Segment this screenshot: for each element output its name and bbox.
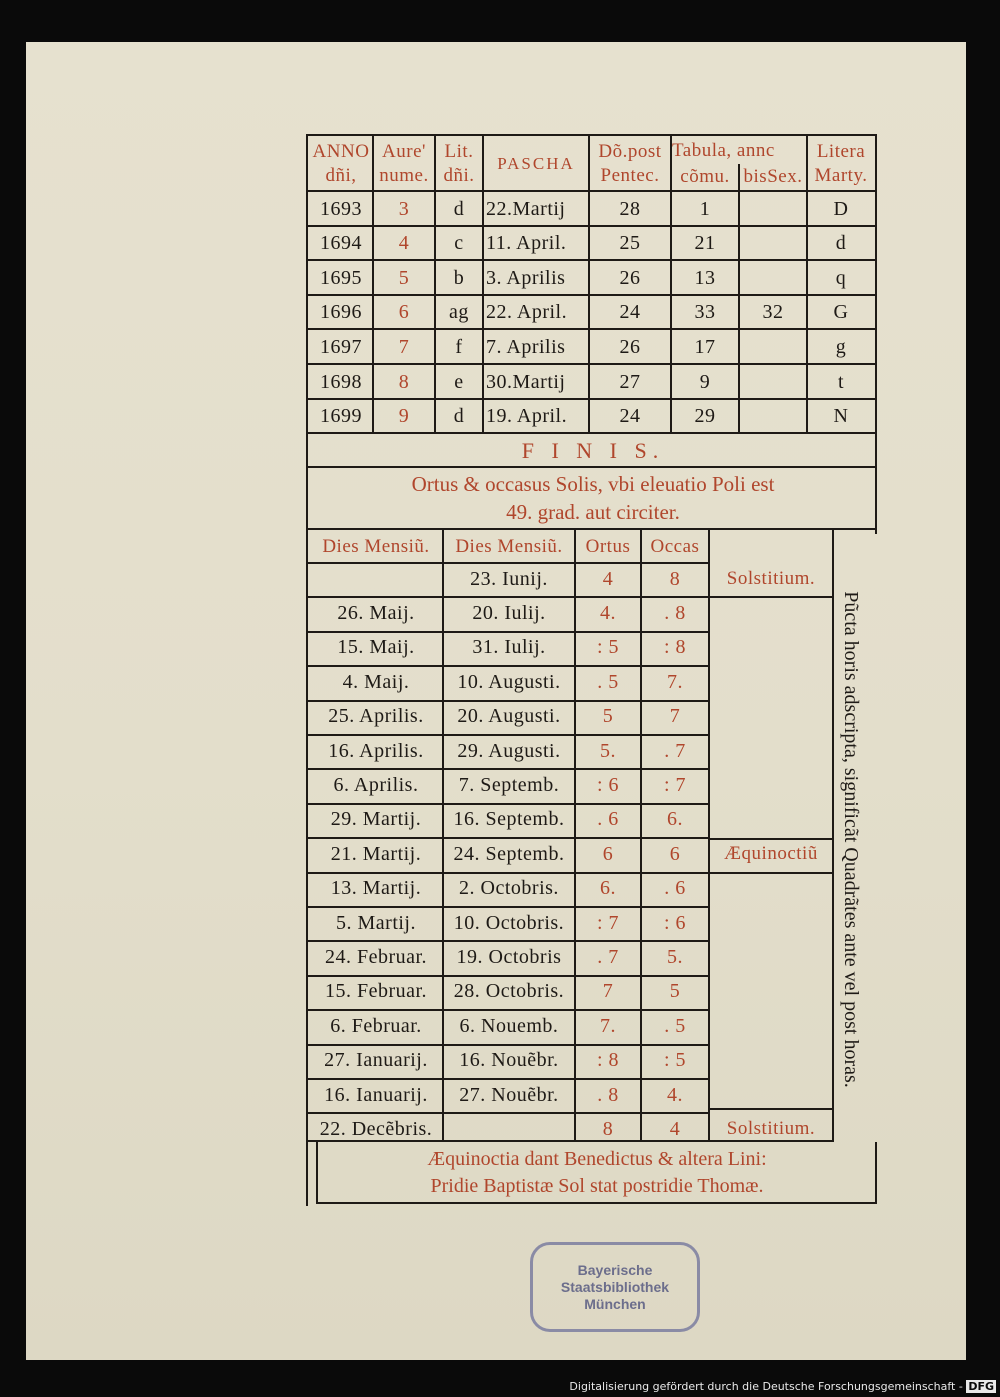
cell-martyrology-letter: G xyxy=(833,301,849,324)
cell-dominical-letter: c xyxy=(454,232,464,255)
cell-year: 1696 xyxy=(320,301,362,324)
header-anno: ANNO dñi, xyxy=(312,141,370,186)
header-pascha: PASCHA xyxy=(497,154,575,173)
cell-sunrise-hour: 4. xyxy=(600,601,616,624)
verse-line-2: Pridie Baptistæ Sol stat postridie Thomæ. xyxy=(430,1175,764,1197)
sun-row-rule xyxy=(306,1112,710,1114)
sun-col-divider xyxy=(574,530,576,1142)
cell-sunrise-hour: . 5 xyxy=(597,670,619,693)
verse-line-1: Æquinoctia dant Benedictus & altera Lini: xyxy=(427,1148,767,1170)
cell-sunset-hour: 4 xyxy=(669,1117,681,1140)
cell-year: 1698 xyxy=(320,370,362,393)
sun-row-rule xyxy=(306,940,710,942)
sun-heading xyxy=(310,470,876,528)
cell-year: 1693 xyxy=(320,197,362,220)
cell-sunrise-hour: 4 xyxy=(602,567,614,590)
header-aureus: Aure' nume. xyxy=(379,141,429,186)
sun-row-rule xyxy=(306,1009,710,1011)
cell-sunrise-hour: : 6 xyxy=(596,773,620,796)
cell-weeks-after-pentecost: 26 xyxy=(619,266,641,289)
dfg-logo: DFG xyxy=(968,1380,994,1393)
cell-common-table: 13 xyxy=(694,266,716,289)
cell-martyrology-letter: N xyxy=(833,405,849,428)
cell-year: 1699 xyxy=(320,405,362,428)
top-row-rule xyxy=(306,259,877,261)
cell-dominical-letter: f xyxy=(455,335,463,358)
cell-sunrise-hour: 8 xyxy=(602,1117,614,1140)
cell-easter-date: 22.Martij xyxy=(486,197,566,220)
cell-leap-table: 32 xyxy=(762,301,784,324)
season-rule xyxy=(710,596,834,598)
cell-easter-date: 3. Aprilis xyxy=(486,266,566,289)
sun-row-rule xyxy=(306,631,710,633)
cell-common-table: 1 xyxy=(699,197,711,220)
cell-sunset-hour: 6. xyxy=(667,808,683,831)
cell-date-before: 16. Ianuarij. xyxy=(324,1083,428,1106)
cell-date-before: 26. Maij. xyxy=(337,601,415,624)
cell-golden-number: 4 xyxy=(398,232,410,255)
cell-common-table: 17 xyxy=(694,335,716,358)
cell-martyrology-letter: g xyxy=(835,335,847,358)
cell-dominical-letter: d xyxy=(453,197,465,220)
top-col-divider xyxy=(372,134,374,434)
sun-row-rule xyxy=(306,906,710,908)
sun-bottom-rule xyxy=(306,1140,834,1142)
cell-sunset-hour: 5 xyxy=(669,980,681,1003)
cell-date-before: 27. Ianuarij. xyxy=(324,1049,428,1072)
cell-date-after: 31. Iulij. xyxy=(472,636,546,659)
cell-sunrise-hour: 5. xyxy=(600,739,616,762)
header-ortus: Ortus xyxy=(585,536,631,557)
season-rule xyxy=(710,1108,834,1110)
cell-golden-number: 6 xyxy=(398,301,410,324)
sun-row-rule xyxy=(306,975,710,977)
cell-easter-date: 19. April. xyxy=(486,405,568,428)
top-col-divider-bissex xyxy=(738,164,740,434)
cell-leap-table xyxy=(740,400,806,434)
header-litera-dni: Lit. dñi. xyxy=(443,141,475,186)
top-row-rule xyxy=(306,294,877,296)
cell-weeks-after-pentecost: 25 xyxy=(619,232,641,255)
sun-row-rule xyxy=(306,700,710,702)
cell-sunrise-hour: . 7 xyxy=(597,945,619,968)
cell-sunset-hour: 8 xyxy=(669,567,681,590)
season-rule xyxy=(710,838,834,840)
top-col-divider xyxy=(670,134,672,434)
cell-sunset-hour: . 8 xyxy=(664,601,686,624)
cell-leap-table xyxy=(740,365,806,399)
sun-row-rule xyxy=(306,596,710,598)
cell-date-after: 10. Octobris. xyxy=(453,911,565,934)
cell-date-after: 10. Augusti. xyxy=(457,670,561,693)
cell-sunset-hour: 7. xyxy=(667,670,683,693)
cell-date-after: 6. Nouemb. xyxy=(459,1014,559,1037)
cell-date-after: 19. Octobris xyxy=(456,945,562,968)
cell-weeks-after-pentecost: 24 xyxy=(619,405,641,428)
cell-weeks-after-pentecost: 26 xyxy=(619,335,641,358)
cell-sunset-hour: . 5 xyxy=(664,1014,686,1037)
header-comu: cõmu. xyxy=(680,166,730,187)
cell-sunset-hour: : 8 xyxy=(663,636,687,659)
library-stamp: Bayerische Staatsbibliothek München xyxy=(530,1242,700,1332)
cell-common-table: 33 xyxy=(694,301,716,324)
cell-sunrise-hour: . 6 xyxy=(597,808,619,831)
cell-golden-number: 9 xyxy=(398,405,410,428)
sun-col-divider xyxy=(442,530,444,1142)
cell-martyrology-letter: d xyxy=(835,232,847,255)
cell-date-after: 28. Octobris. xyxy=(453,980,565,1003)
cell-sunrise-hour: 7 xyxy=(602,980,614,1003)
sun-row-rule xyxy=(306,768,710,770)
cell-dominical-letter: b xyxy=(453,266,465,289)
cell-date-before: 6. Aprilis. xyxy=(333,773,419,796)
cell-season-label: Solstitium. xyxy=(726,568,816,589)
cell-date-before: 29. Martij. xyxy=(330,808,422,831)
cell-common-table: 29 xyxy=(694,405,716,428)
cell-sunset-hour: : 7 xyxy=(663,773,687,796)
cell-date-before: 25. Aprilis. xyxy=(328,705,424,728)
finis-label: F I N I S. xyxy=(521,438,665,463)
frame-right-bottom xyxy=(875,1142,877,1204)
cell-date-before: 15. Februar. xyxy=(324,980,428,1003)
cell-sunset-hour: : 6 xyxy=(663,911,687,934)
frame-left-bottom xyxy=(316,1142,318,1204)
sun-heading-line-2: 49. grad. aut circiter. xyxy=(506,500,680,524)
season-rule xyxy=(710,872,834,874)
cell-leap-table xyxy=(740,330,806,364)
side-note: Pũcta horis adscripta, significãt Quadrãtes ante vel post horas. xyxy=(839,591,862,1088)
cell-martyrology-letter: D xyxy=(833,197,849,220)
frame-top xyxy=(306,134,877,136)
cell-weeks-after-pentecost: 24 xyxy=(619,301,641,324)
cell-date-before: 4. Maij. xyxy=(342,670,410,693)
sun-heading-line-1: Ortus & occasus Solis, vbi eleuatio Poli est xyxy=(411,472,775,496)
cell-sunrise-hour: 5 xyxy=(602,705,614,728)
sun-row-rule xyxy=(306,1078,710,1080)
cell-golden-number: 5 xyxy=(398,266,410,289)
header-litera-marty: Litera Marty. xyxy=(814,141,868,186)
top-col-divider xyxy=(434,134,436,434)
header-tabula: Tabula, annc xyxy=(672,140,775,161)
sun-col-divider xyxy=(708,530,710,1142)
cell-year: 1694 xyxy=(320,232,362,255)
cell-date-after: 20. Iulij. xyxy=(472,601,546,624)
cell-sunrise-hour: 7. xyxy=(600,1014,616,1037)
cell-date-after: 16. Septemb. xyxy=(453,808,565,831)
sun-header-rule xyxy=(306,562,710,564)
cell-dominical-letter: ag xyxy=(449,301,469,324)
cell-sunrise-hour: : 8 xyxy=(596,1049,620,1072)
sun-row-rule xyxy=(306,872,710,874)
cell-date-before: 22. Decẽbris. xyxy=(319,1117,433,1140)
cell-sunset-hour: 6 xyxy=(669,842,681,865)
cell-year: 1697 xyxy=(320,335,362,358)
cell-common-table: 9 xyxy=(699,370,711,393)
cell-sunset-hour: 4. xyxy=(667,1083,683,1106)
cell-weeks-after-pentecost: 27 xyxy=(619,370,641,393)
header-bissex: bisSex. xyxy=(743,166,803,187)
cell-date-before: 21. Martij. xyxy=(330,842,422,865)
cell-date-after: 7. Septemb. xyxy=(458,773,560,796)
cell-weeks-after-pentecost: 28 xyxy=(619,197,641,220)
cell-sunrise-hour: 6. xyxy=(600,877,616,900)
frame-bottom xyxy=(316,1202,877,1204)
cell-sunset-hour: . 7 xyxy=(664,739,686,762)
cell-golden-number: 3 xyxy=(398,197,410,220)
cell-leap-table xyxy=(740,261,806,295)
sun-row-rule xyxy=(306,837,710,839)
top-row-rule xyxy=(306,363,877,365)
finis-rule xyxy=(306,466,877,468)
cell-golden-number: 8 xyxy=(398,370,410,393)
cell-sunset-hour: 5. xyxy=(667,945,683,968)
header-post-pentec: Dõ.post Pentec. xyxy=(598,141,662,186)
heading-rule xyxy=(306,528,877,530)
cell-date-after: 23. Iunij. xyxy=(470,567,548,590)
cell-sunrise-hour: : 5 xyxy=(596,636,620,659)
cell-season-label: Æquinoctiũ xyxy=(724,843,818,865)
cell-date-after: 20. Augusti. xyxy=(457,705,561,728)
cell-easter-date: 7. Aprilis xyxy=(486,335,566,358)
cell-martyrology-letter: t xyxy=(837,370,845,393)
sun-row-rule xyxy=(306,1044,710,1046)
sun-col-divider-right xyxy=(832,530,834,1142)
top-row-rule xyxy=(306,328,877,330)
top-col-divider xyxy=(588,134,590,434)
cell-sunset-hour: . 6 xyxy=(664,877,686,900)
cell-date-after: 2. Octobris. xyxy=(459,877,559,900)
cell-date-before: 5. Martij. xyxy=(336,911,416,934)
cell-date-before: 6. Februar. xyxy=(330,1014,422,1037)
top-col-divider xyxy=(482,134,484,434)
frame-right-top xyxy=(875,134,877,534)
cell-sunrise-hour: . 8 xyxy=(597,1083,619,1106)
cell-date-before: 13. Martij. xyxy=(330,877,422,900)
cell-leap-table xyxy=(740,227,806,261)
cell-sunset-hour: : 5 xyxy=(663,1049,687,1072)
sun-col-divider xyxy=(640,530,642,1142)
cell-sunrise-hour: 6 xyxy=(602,842,614,865)
cell-dominical-letter: d xyxy=(453,405,465,428)
sun-row-rule xyxy=(306,665,710,667)
header-dies-mensium-1: Dies Mensiũ. xyxy=(322,536,430,557)
cell-golden-number: 7 xyxy=(398,335,410,358)
verse xyxy=(318,1146,876,1202)
cell-date-after: 24. Septemb. xyxy=(453,842,565,865)
cell-easter-date: 30.Martij xyxy=(486,370,566,393)
cell-season-label: Solstitium. xyxy=(726,1118,816,1140)
header-occasus: Occas xyxy=(650,536,700,557)
top-header-rule xyxy=(306,190,877,192)
cell-martyrology-letter: q xyxy=(835,266,847,289)
cell-date-after: 16. Nouẽbr. xyxy=(459,1049,559,1072)
cell-easter-date: 22. April. xyxy=(486,301,568,324)
top-col-divider xyxy=(806,134,808,434)
cell-year: 1695 xyxy=(320,266,362,289)
sun-row-rule xyxy=(306,803,710,805)
cell-date-after: 29. Augusti. xyxy=(457,739,561,762)
top-row-rule xyxy=(306,398,877,400)
cell-leap-table xyxy=(740,192,806,226)
top-row-rule xyxy=(306,225,877,227)
cell-date-before: 15. Maij. xyxy=(337,636,415,659)
cell-sunset-hour: 7 xyxy=(669,705,681,728)
cell-easter-date: 11. April. xyxy=(486,232,567,255)
cell-date-before: 24. Februar. xyxy=(324,945,428,968)
cell-date-after: 27. Nouẽbr. xyxy=(459,1083,559,1106)
cell-dominical-letter: e xyxy=(454,370,464,393)
header-dies-mensium-2: Dies Mensiũ. xyxy=(455,536,563,557)
sun-row-rule xyxy=(306,734,710,736)
footer-credit: Digitalisierung gefördert durch die Deutsche Forschungsgemeinschaft - DFG xyxy=(569,1380,994,1393)
cell-common-table: 21 xyxy=(694,232,716,255)
cell-date-before: 16. Aprilis. xyxy=(328,739,424,762)
top-row-rule xyxy=(306,432,877,434)
cell-sunrise-hour: : 7 xyxy=(596,911,620,934)
